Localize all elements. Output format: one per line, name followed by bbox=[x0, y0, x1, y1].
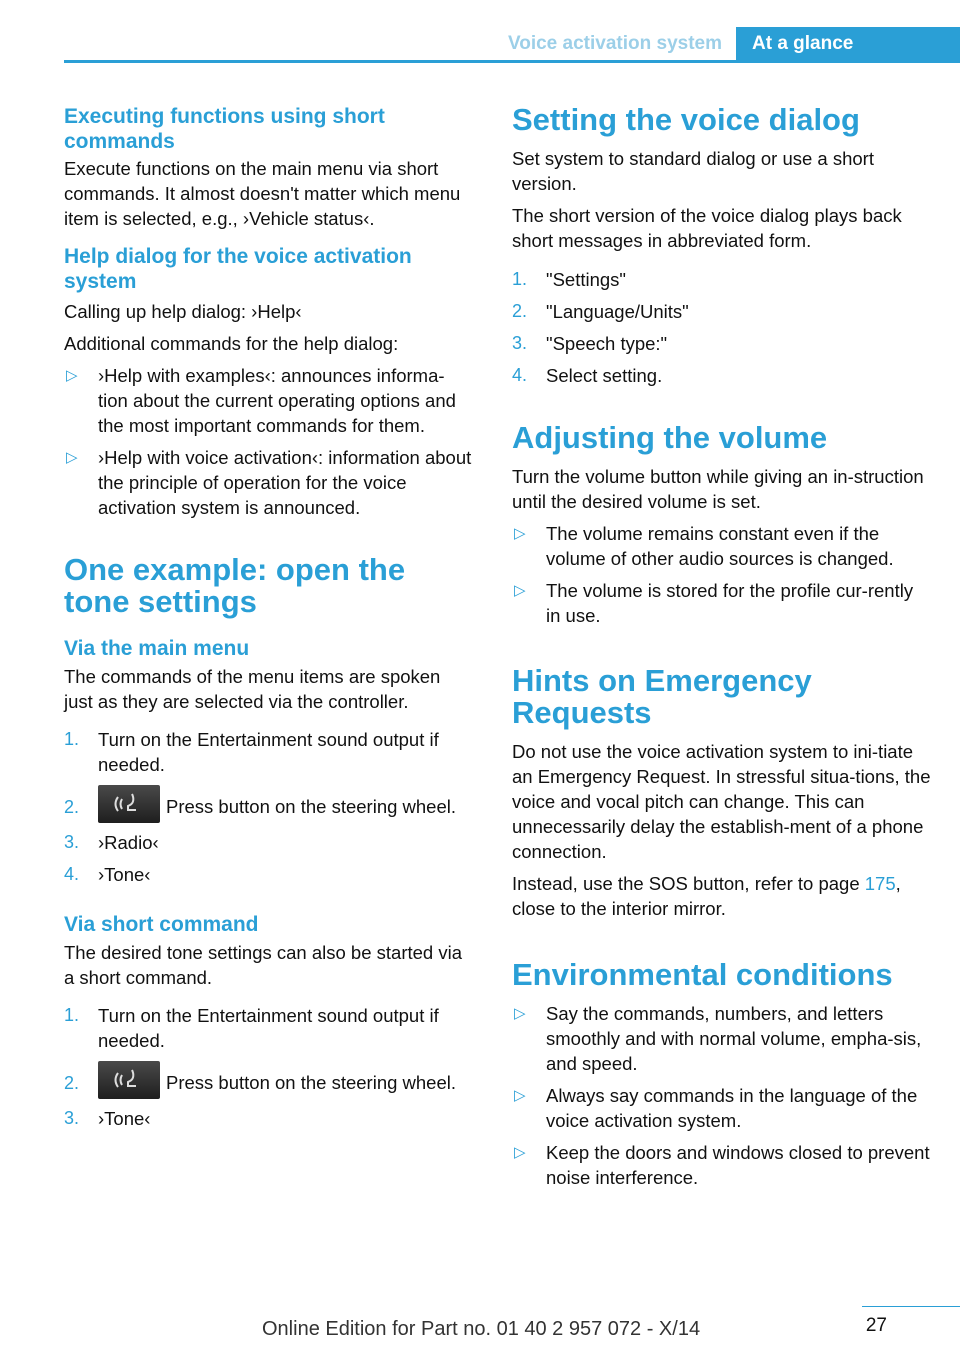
header-section-title: Voice activation system bbox=[507, 33, 722, 54]
paragraph-emergency-2: Instead, use the SOS button, refer to page 175, close to the interior mirror. bbox=[512, 873, 901, 919]
left-column bbox=[64, 100, 474, 1131]
list-item: 4. Select setting. bbox=[512, 365, 663, 386]
heading-emergency-requests: Hints on Emergency Requests bbox=[512, 663, 812, 730]
triangle-bullet-icon: ▷ bbox=[514, 1087, 526, 1104]
paragraph-help-additional: Additional commands for the help dialog: bbox=[64, 333, 399, 354]
list-item: ▷ ›Help with voice activation‹: information about the principle of operation for the voice activation system is announced. bbox=[66, 447, 472, 518]
help-command-list bbox=[64, 363, 474, 520]
list-item: ▷ Say the commands, numbers, and letters smoothly and with normal volume, empha-sis, and speed. bbox=[514, 1003, 922, 1074]
heading-short-commands: Executing functions using short commands bbox=[64, 105, 385, 153]
list-item: 3. "Speech type:" bbox=[512, 333, 668, 354]
footer-edition: Online Edition for Part no. 01 40 2 957 072 - X/14 bbox=[262, 1318, 701, 1340]
heading-setting-voice-dialog: Setting the voice dialog bbox=[512, 102, 860, 137]
right-column bbox=[512, 100, 932, 1190]
voice-command-button-icon bbox=[98, 785, 160, 823]
page-reference-link[interactable]: 175 bbox=[864, 873, 896, 894]
list-item: 3. ›Tone‹ bbox=[64, 1108, 151, 1129]
triangle-bullet-icon: ▷ bbox=[514, 525, 526, 542]
paragraph-dialog-1: Set system to standard dialog or use a short version. bbox=[512, 148, 874, 194]
short-command-steps bbox=[64, 1003, 474, 1131]
header-rule bbox=[64, 60, 960, 63]
list-item: 4. ›Tone‹ bbox=[64, 864, 151, 885]
list-item: ▷ ›Help with examples‹: announces informa-tion about the current operating options and the most important commands for them. bbox=[66, 365, 456, 436]
heading-adjusting-volume: Adjusting the volume bbox=[512, 420, 828, 455]
triangle-bullet-icon: ▷ bbox=[66, 367, 78, 384]
paragraph-dialog-2: The short version of the voice dialog plays back short messages in abbreviated form. bbox=[512, 205, 902, 251]
list-item: 2. "Language/Units" bbox=[512, 301, 689, 322]
list-item: 3. ›Radio‹ bbox=[64, 832, 159, 853]
paragraph-short-command: The desired tone settings can also be started via a short command. bbox=[64, 942, 462, 988]
heading-environmental-conditions: Environmental conditions bbox=[512, 957, 893, 992]
footer-rule bbox=[862, 1306, 960, 1307]
list-item: ▷ Keep the doors and windows closed to prevent noise interference. bbox=[514, 1142, 930, 1188]
voice-command-button-icon bbox=[98, 1061, 160, 1099]
volume-list bbox=[512, 521, 932, 628]
heading-one-example: One example: open the tone settings bbox=[64, 552, 406, 619]
paragraph-short-commands: Execute functions on the main menu via short commands. It almost doesn't matter which menu item is selected, e.g., ›Vehicle status‹. bbox=[64, 158, 461, 229]
triangle-bullet-icon: ▷ bbox=[514, 1144, 526, 1161]
heading-help-dialog: Help dialog for the voice activation system bbox=[64, 245, 412, 293]
paragraph-emergency-1: Do not use the voice activation system to ini-tiate an Emergency Request. In stressful situa-tions, the voice and vocal pitch can change. This can unnecessarily delay the establish-ment of a phone connection. bbox=[512, 741, 931, 862]
page-number: 27 bbox=[865, 1315, 887, 1336]
paragraph-main-menu: The commands of the menu items are spoken just as they are selected via the controller. bbox=[64, 666, 441, 712]
triangle-bullet-icon: ▷ bbox=[514, 582, 526, 599]
header-chapter-tab: At a glance bbox=[736, 27, 960, 60]
environment-list bbox=[512, 1001, 932, 1190]
list-item: 2. Press button on the steering wheel. bbox=[64, 1061, 474, 1099]
dialog-steps bbox=[512, 267, 932, 388]
heading-via-short-command: Via short command bbox=[64, 913, 259, 936]
list-item: 1. "Settings" bbox=[512, 269, 626, 290]
paragraph-help-call: Calling up help dialog: ›Help‹ bbox=[64, 301, 302, 322]
triangle-bullet-icon: ▷ bbox=[514, 1005, 526, 1022]
list-item: ▷ The volume is stored for the profile cur-rently in use. bbox=[514, 580, 914, 626]
list-item: ▷ The volume remains constant even if the volume of other audio sources is changed. bbox=[514, 523, 894, 569]
list-item: ▷ Always say commands in the language of the voice activation system. bbox=[514, 1085, 918, 1131]
triangle-bullet-icon: ▷ bbox=[66, 449, 78, 466]
list-item: 2. Press button on the steering wheel. bbox=[64, 785, 474, 823]
list-item: 1. Turn on the Entertainment sound output if needed. bbox=[64, 729, 439, 775]
list-item: 1. Turn on the Entertainment sound output if needed. bbox=[64, 1005, 439, 1051]
paragraph-volume: Turn the volume button while giving an in-struction until the desired volume is set. bbox=[512, 466, 924, 512]
main-menu-steps bbox=[64, 727, 474, 887]
heading-via-main-menu: Via the main menu bbox=[64, 637, 250, 660]
